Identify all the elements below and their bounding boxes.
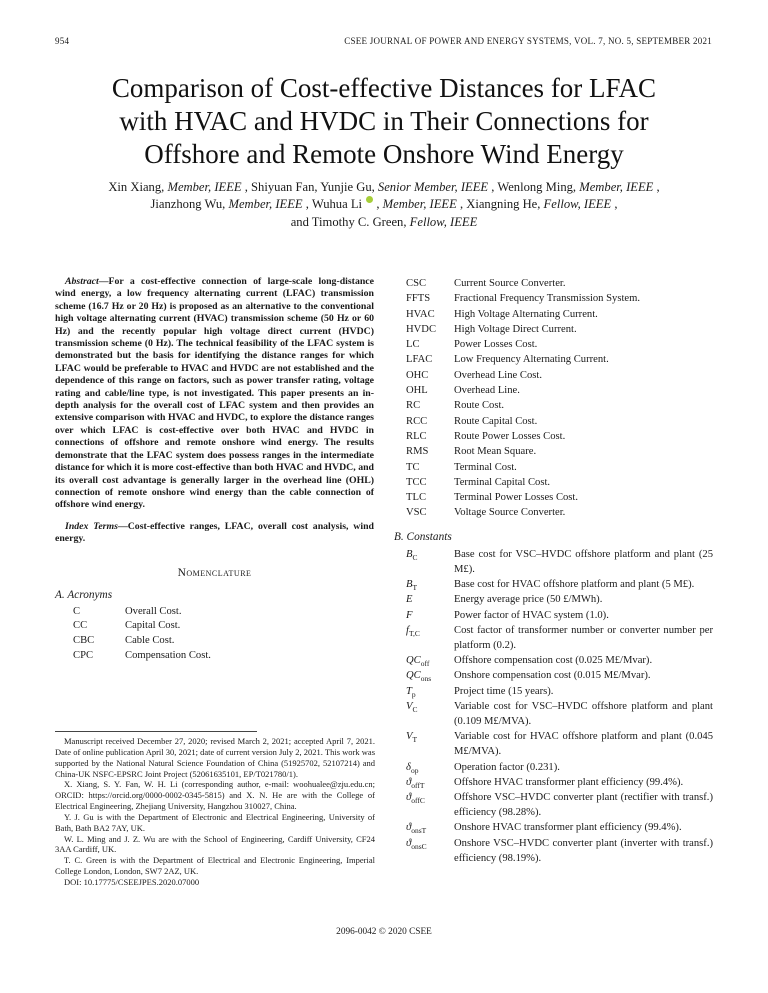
constants-heading: B. Constants xyxy=(394,530,452,543)
acronym-row xyxy=(394,444,713,459)
author-name-segment: , xyxy=(656,180,660,194)
acronym-row xyxy=(394,368,713,383)
author-name-segment: Member, IEEE xyxy=(382,197,457,212)
constant-description: Offshore HVAC transformer plant efficiency (99.4%). xyxy=(454,776,684,788)
constant-description: Variable cost for VSC–HVDC offshore platform and plant (0.109 M£/MVA). xyxy=(454,700,713,727)
constant-row xyxy=(394,547,713,577)
paper-title-line: Offshore and Remote Onshore Wind Energy xyxy=(144,139,624,169)
acronym-row xyxy=(394,490,713,505)
acronym-row xyxy=(55,649,374,664)
constant-description: Variable cost for HVAC offshore platform and plant (0.045 M£/MVA). xyxy=(454,731,713,758)
acronym-definition: Route Cost. xyxy=(454,400,505,412)
constant-description: Operation factor (0.231). xyxy=(454,761,560,773)
page-number: 954 xyxy=(55,36,70,46)
author-block xyxy=(40,179,728,231)
acronym-symbol: CC xyxy=(73,620,88,632)
index-terms xyxy=(55,521,374,546)
constant-symbol: $B_C$ xyxy=(406,548,418,562)
acronym-list-left xyxy=(55,605,374,664)
acronym-definition: Low Frequency Alternating Current. xyxy=(454,354,609,366)
constant-description: Onshore VSC–HVDC converter plant (inverter with transf.) efficiency (98.19%). xyxy=(454,837,713,864)
acronym-symbol: FFTS xyxy=(406,293,431,305)
acronym-definition: Power Losses Cost. xyxy=(454,339,538,351)
constant-symbol-subscript: off xyxy=(420,659,430,669)
constant-symbol-subscript: offC xyxy=(411,796,425,806)
constant-row xyxy=(394,775,713,790)
paper-title xyxy=(30,72,738,171)
constant-symbol: $B_T$ xyxy=(406,579,418,593)
author-name-segment: Fellow, IEEE xyxy=(409,215,478,229)
acronym-row xyxy=(394,505,713,520)
constant-row xyxy=(394,836,713,866)
author-name-segment: , Wenlong Ming, xyxy=(491,180,580,194)
constant-description: Energy average price (50 £/MWh). xyxy=(454,594,603,606)
author-name-segment: Member, IEEE xyxy=(167,180,242,194)
author-name-segment: , xyxy=(376,197,383,212)
constant-description: Base cost for VSC–HVDC offshore platform and plant (25 M£). xyxy=(454,548,713,575)
constant-symbol: $f_{T,C}$ xyxy=(406,624,420,638)
constant-row xyxy=(394,608,713,623)
constant-symbol-subscript: T xyxy=(412,735,418,745)
author-name-segment: Senior Member, IEEE xyxy=(377,180,489,194)
acronym-row xyxy=(394,322,713,337)
acronym-definition: Overhead Line Cost. xyxy=(454,369,542,381)
nomenclature-heading: Nomenclature xyxy=(177,566,252,579)
acronym-definition: High Voltage Alternating Current. xyxy=(454,308,598,320)
acronym-definition: Voltage Source Converter. xyxy=(454,507,566,519)
author-name-segment: Xin Xiang, xyxy=(108,180,168,194)
acronym-row xyxy=(394,475,713,490)
constant-symbol: $T_p$ xyxy=(406,685,416,699)
acronym-row xyxy=(394,383,713,398)
footnote-paragraph: Y. J. Gu is with the Department of Electronic and Electrical Engineering, University of Bath, Bath BA2 7AY, UK. xyxy=(55,811,375,833)
author-name-segment: , Shiyuan Fan, Yunjie Gu, xyxy=(244,180,378,194)
acronym-definition: Overhead Line. xyxy=(454,385,520,397)
constant-row xyxy=(394,577,713,592)
constant-symbol-subscript: p xyxy=(411,689,416,699)
acronym-definition: Terminal Cost. xyxy=(454,461,517,473)
acronym-symbol: VSC xyxy=(406,507,427,519)
constant-symbol-subscript: T xyxy=(412,583,418,593)
constant-symbol-subscript: onsT xyxy=(411,826,427,836)
constant-symbol-subscript: op xyxy=(410,765,419,775)
author-name-segment: Fellow, IEEE xyxy=(543,197,612,212)
constant-description: Onshore compensation cost (0.015 M£/Mvar). xyxy=(454,670,651,682)
acronym-row xyxy=(394,429,713,444)
constant-symbol-subscript: offT xyxy=(411,780,425,790)
footnote-paragraph: Manuscript received December 27, 2020; revised March 2, 2021; accepted April 7, 2021. Date of online publication April 30, 2021; date of current version July 2, 2021. This work was supported by the National Natural Science Foundation of China (51925702, 52107214) and China-UK NSFC-EPSRC Joint Project (52061635101, EP/T021780/1). xyxy=(55,736,375,779)
acronym-symbol: RMS xyxy=(406,446,429,458)
acronym-row xyxy=(394,398,713,413)
constant-row xyxy=(394,699,713,729)
index-terms-text: —Cost-effective ranges, LFAC, overall cost analysis, wind energy. xyxy=(55,520,374,545)
acronym-symbol: OHC xyxy=(406,369,429,381)
constant-symbol: $ϑ_{onsC}$ xyxy=(406,837,427,851)
constant-symbol: $QC_{off}$ xyxy=(406,655,430,669)
constant-symbol: $ϑ_{offC}$ xyxy=(406,792,425,806)
acronym-symbol: HVAC xyxy=(406,308,435,320)
abstract xyxy=(55,276,374,512)
abstract-label: Abstract xyxy=(65,276,99,287)
constant-row xyxy=(394,760,713,775)
constant-row xyxy=(394,592,713,607)
footnote-paragraph: X. Xiang, S. Y. Fan, W. H. Li (corresponding author, e-mail: woohualee@zju.edu.cn; ORCID: https://orcid.org/0000-0002-0345-5815) and X. N. He are with the College of Electrical Engineering, Zhejiang University, Hangzhou 310027, China. xyxy=(55,779,375,812)
constant-symbol: $\delta_{op}$ xyxy=(406,761,419,775)
paper-title-line: Comparison of Cost-effective Distances for LFAC xyxy=(111,73,657,103)
constant-symbol-subscript: onsC xyxy=(411,841,427,851)
constant-description: Onshore HVAC transformer plant efficiency (99.4%). xyxy=(454,822,682,834)
constant-symbol: E xyxy=(406,594,413,606)
acronym-symbol: LC xyxy=(406,339,420,351)
acronym-definition: Terminal Capital Cost. xyxy=(454,476,551,488)
constant-row xyxy=(394,790,713,820)
acronym-definition: Current Source Converter. xyxy=(454,278,566,289)
author-name-segment: , xyxy=(614,197,618,212)
running-head xyxy=(55,36,712,46)
acronym-symbol: RC xyxy=(406,400,421,412)
constant-row xyxy=(394,623,713,653)
acronym-row xyxy=(394,414,713,429)
acronym-symbol: RCC xyxy=(406,415,428,427)
constant-row xyxy=(394,820,713,835)
footnote-paragraph: W. L. Ming and J. Z. Wu are with the School of Engineering, Cardiff University, CF24 3AA Cardiff, UK. xyxy=(55,833,375,855)
acronym-definition: Route Capital Cost. xyxy=(454,415,538,427)
acronym-definition: High Voltage Direct Current. xyxy=(454,323,577,335)
author-name-segment: Jianzhong Wu, xyxy=(150,197,229,212)
author-line xyxy=(40,196,728,214)
acronym-row xyxy=(394,276,713,291)
acronym-definition: Route Power Losses Cost. xyxy=(454,430,566,442)
constant-symbol-subscript: C xyxy=(412,552,418,562)
acronym-symbol: RLC xyxy=(406,430,427,442)
author-name-segment: Member, IEEE xyxy=(228,197,303,212)
acronym-row xyxy=(55,619,374,634)
acronym-row xyxy=(394,352,713,367)
constant-description: Cost factor of transformer number or converter number per platform (0.2). xyxy=(454,624,713,651)
acronym-symbol: TC xyxy=(406,461,420,473)
constant-symbol-subscript: C xyxy=(412,704,418,714)
acronym-symbol: C xyxy=(73,605,81,617)
acronym-row xyxy=(394,307,713,322)
constant-symbol: $ϑ_{offT}$ xyxy=(406,776,425,790)
issn-copyright-line: 2096-0042 © 2020 CSEE xyxy=(336,927,432,937)
constant-row xyxy=(394,684,713,699)
journal-title: CSEE JOURNAL OF POWER AND ENERGY SYSTEMS, VOL. 7, NO. 5, SEPTEMBER 2021 xyxy=(344,36,712,46)
author-name-segment: and Timothy C. Green, xyxy=(290,215,410,229)
constant-description: Power factor of HVAC system (1.0). xyxy=(454,609,609,621)
orcid-icon[interactable] xyxy=(366,196,373,203)
acronym-definition: Overall Cost. xyxy=(125,605,182,617)
author-line xyxy=(40,214,728,231)
constant-symbol: F xyxy=(406,609,413,621)
acronym-symbol: TCC xyxy=(406,476,427,488)
constant-symbol: $V_T$ xyxy=(406,731,418,745)
acronym-symbol: CBC xyxy=(73,635,95,647)
acronym-definition: Capital Cost. xyxy=(125,620,181,632)
author-name-segment: , Wuhua Li xyxy=(305,197,363,212)
acronym-list-right xyxy=(394,276,713,521)
constant-symbol-subscript: ons xyxy=(420,674,432,684)
author-name-segment: Member, IEEE xyxy=(579,180,654,194)
constants-list xyxy=(394,547,713,866)
constant-description: Base cost for HVAC offshore platform and plant (5 M£). xyxy=(454,579,695,591)
acronym-definition: Fractional Frequency Transmission System. xyxy=(454,293,640,305)
constant-row xyxy=(394,729,713,759)
acronym-symbol: LFAC xyxy=(406,354,433,366)
acronym-symbol: HVDC xyxy=(406,323,437,335)
footnote-paragraph: DOI: 10.17775/CSEEJPES.2020.07000 xyxy=(64,876,200,887)
acronym-row xyxy=(394,460,713,475)
acronym-definition: Cable Cost. xyxy=(125,635,175,647)
acronym-symbol: OHL xyxy=(406,385,428,397)
acronym-definition: Terminal Power Losses Cost. xyxy=(454,492,579,504)
first-page-footnote xyxy=(55,731,375,888)
acronym-row xyxy=(394,291,713,306)
acronym-symbol: CSC xyxy=(406,278,427,289)
acronyms-heading: A. Acronyms xyxy=(55,588,113,601)
footnote-paragraph: T. C. Green is with the Department of Electrical and Electronic Engineering, Imperial College London, London, SW7 2AZ, UK. xyxy=(55,855,375,877)
constant-description: Offshore compensation cost (0.025 M£/Mvar). xyxy=(454,655,653,667)
constant-description: Offshore VSC–HVDC converter plant (rectifier with transf.) efficiency (98.28%). xyxy=(454,792,713,819)
constant-symbol: $V_C$ xyxy=(406,700,418,714)
paper-title-line: with HVAC and HVDC in Their Connections for xyxy=(119,106,649,136)
constant-description: Project time (15 years). xyxy=(454,685,554,697)
constant-symbol: $ϑ_{onsT}$ xyxy=(406,822,427,836)
right-column xyxy=(394,276,713,866)
acronym-row xyxy=(394,337,713,352)
acronym-row xyxy=(55,605,374,620)
index-terms-label: Index Terms xyxy=(65,520,118,532)
author-name-segment: , Xiangning He, xyxy=(459,197,544,212)
abstract-text: —For a cost-effective connection of large-scale long-distance wind energy, a low frequency alternating current (LFAC) transmission scheme (16.7 Hz or 20 Hz) is proposed as an alternative to the conventional high voltage alternating current (HVAC) transmission scheme (50 Hz or 60 Hz) and the recently popular high voltage direct current (HVDC) transmission scheme (0 Hz). The technical feasibility of the LFAC system is demonstrated but the basis for identifying the distance ranges for which LFAC would be preferable to HVAC and HVDC are not established and the dependence of this range on factors, such as power transfer rating, voltage rating and cable/line type, is not investigated. This paper presents an in-depth analysis for the overall cost of LFAC system and then provides an extensive comparison with HVAC and HVDC, to explore the distance ranges over which LFAC is cost-effective over both HVAC and HVDC in connections of offshore and remote onshore wind energy. The results demonstrate that the LFAC system does possess ranges in the intermediate distance for which it is more cost-effective than both HVAC and HVDC, and its overall cost advantage is generally larger in the overhead line (OHL) connection of remote onshore wind energy than the cable connection of offshore wind energy. xyxy=(55,276,374,511)
acronym-row xyxy=(55,634,374,649)
constant-row xyxy=(394,653,713,668)
acronym-definition: Compensation Cost. xyxy=(125,649,211,661)
author-line xyxy=(40,179,728,196)
constant-row xyxy=(394,668,713,683)
acronym-symbol: CPC xyxy=(73,649,94,661)
acronym-symbol: TLC xyxy=(406,492,427,504)
footnote-rule xyxy=(55,731,257,732)
constant-symbol: $QC_{ons}$ xyxy=(406,670,432,684)
constant-symbol-subscript: T,C xyxy=(408,628,420,638)
acronym-definition: Root Mean Square. xyxy=(454,446,537,458)
